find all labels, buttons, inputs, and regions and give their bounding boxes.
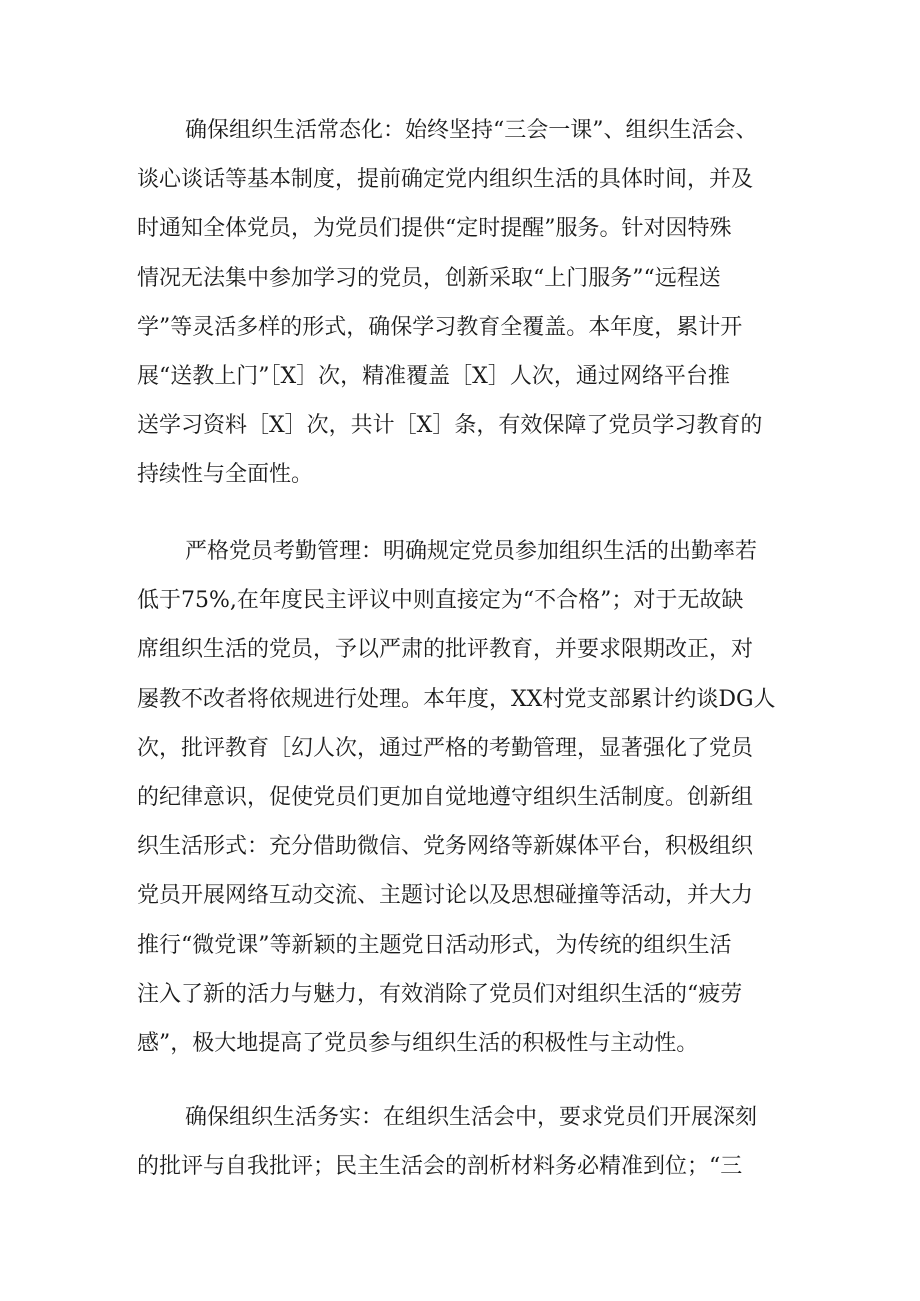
paragraph-practical-organization-life: [137, 1093, 797, 1191]
text-line: 席组织生活的党员，予以严肃的批评教育，并要求限期改正，对: [137, 637, 754, 663]
text-line: 低于75%,在年度民主评议中则直接定为“不合格”；对于无故缺: [137, 588, 744, 614]
text-line: 展“送教上门”［X］次，精准覆盖［X］人次，通过网络平台推: [137, 363, 730, 389]
paragraph-regular-organization-life: [137, 106, 797, 500]
text-line: 情况无法集中参加学习的党员，创新采取“上门服务”“远程送: [137, 265, 721, 291]
text-line: 持续性与全面性。: [137, 462, 314, 488]
text-line: 次，批评教育［幻人次，通过严格的考勤管理，显著强化了党员: [137, 735, 754, 761]
text-line: 党员开展网络互动交流、主题讨论以及思想碰撞等活动，并大力: [137, 883, 754, 909]
text-line: 确保组织生活务实：在组织生活会中，要求党员们开展深刻: [185, 1105, 758, 1130]
text-line: 感”，极大地提高了党员参与组织生活的积极性与主动性。: [137, 1030, 699, 1056]
paragraph-attendance-management: [137, 527, 797, 1068]
text-line: 推行“微党课”等新颖的主题党日活动形式，为传统的组织生活: [137, 932, 732, 958]
text-line: 严格党员考勤管理：明确规定党员参加组织生活的出勤率若: [185, 539, 758, 564]
text-line: 时通知全体党员，为党员们提供“定时提醒”服务。针对因特殊: [137, 216, 732, 242]
text-line: 确保组织生活常态化：始终坚持“三会一课”、组织生活会、: [185, 118, 758, 143]
text-line: 织生活形式：充分借助微信、党务网络等新媒体平台，积极组织: [137, 834, 754, 860]
text-line: 送学习资料［X］次，共计［X］条，有效保障了党员学习教育的: [137, 413, 763, 439]
text-line: 注入了新的活力与魅力，有效消除了党员们对组织生活的“疲劳: [137, 981, 743, 1007]
text-line: 学”等灵活多样的形式，确保学习教育全覆盖。本年度，累计开: [137, 314, 743, 340]
text-line: 谈心谈话等基本制度，提前确定党内组织生活的具体时间，并及: [137, 167, 754, 193]
text-line: 的纪律意识，促使党员们更加自觉地遵守组织生活制度。创新组: [137, 784, 754, 810]
text-line: 的批评与自我批评；民主生活会的剖析材料务必精准到位；“三: [137, 1154, 743, 1180]
text-line: 屡教不改者将依规进行处理。本年度，XX村党支部累计约谈DG人: [137, 686, 776, 712]
